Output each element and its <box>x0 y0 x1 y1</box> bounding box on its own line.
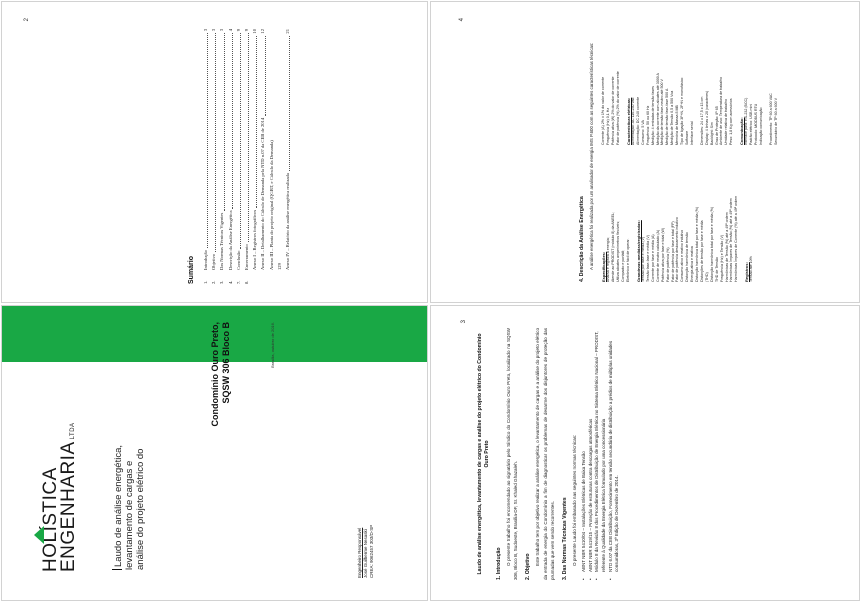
toc-row[interactable]: Anexo IV – Relatório da análise energética realizada 21 <box>285 29 291 270</box>
logo <box>42 422 82 572</box>
list-item: • Módulo 8 da Revisão 8 dos Procedimentos de Distribuição de Energia Elétrica no Sistema Elétrico Nacional – PRODIST, referente à Qualidade da Energia Elétrica formulado por uma concessionária <box>594 328 607 580</box>
logo-line1: HOLÍSTICA <box>40 467 61 572</box>
page-number: 2 <box>24 18 30 22</box>
paragraph: O presente trabalho foi encomendado ao signatário pelo Síndico do Condomínio Ouro Preto, localizado na SQSW 306, Bloco B, Sudoeste, Brasília-DF, Sr. Khaled Ghazaleh. <box>506 328 519 580</box>
page-number: 4 <box>459 18 465 22</box>
toc-row[interactable]: 1. Introdução 3 <box>203 29 208 284</box>
toc-row[interactable]: 4. Descrição da Análise Energética 4 <box>227 29 233 284</box>
title-bar <box>112 569 122 570</box>
toc-row[interactable]: 129 <box>276 263 282 270</box>
spec-column-left <box>601 157 784 282</box>
page-cover <box>1 305 428 601</box>
toc-row[interactable]: Anexo III – Planta do projeto original (QGBT, e Cálculo da Demanda) <box>268 140 274 270</box>
condo-line1: Condomínio Ouro Preto, <box>210 322 220 427</box>
responsible-block <box>357 458 375 578</box>
responsible-label: Engenheiro Responsável <box>357 527 362 578</box>
toc-row[interactable]: Anexo II – Detalhamento do Cálculo de Demanda pela NTD n.07 da CEB de 2014 12 <box>260 29 266 270</box>
spec-column-right <box>601 20 784 145</box>
cover-date: Brasília, outubro de 2016. <box>270 322 275 368</box>
page-spec <box>430 1 860 303</box>
responsible-name: José Guilherme Nesaski <box>363 529 368 578</box>
body-content <box>477 328 621 580</box>
list-item: • NTD 6.07 da CEB Distribuição, Fornecimento em tensão secundária de distribuição a prédios de múltiplas unidades consumidoras, 3ª Edição de Dezembro de 2014. <box>608 328 621 580</box>
list-item: • ABNT NBR 5410/04 – Instalações Elétricas de Baixa Tensão <box>581 328 588 580</box>
toc-row[interactable]: 8. Encerramento 9 <box>244 29 250 284</box>
spec-block: Grandezas medidas/registradas: Tensão por fase e média (V) Tensão fase-fase e média (V) Corrente por fase e média (A) Corrente de neutro calculado (A) Potência ativa por fase e total (W) Fator de potência (%) Fator de potência por fase e total (FP) Fator de potência deslocamento indutivo Consumo ativo e reativo indutivo Distorção harmônica de tensão Energia ativa e reativa Distorção harmônica total por fase e média (%) Distorções de tensão por fase e média (THD) Distorção harmônica total por fase e média (%) THD de Tensão Frequência (Hz) e Tensão (V) Harmônicas de Tensão (%) até a 49ª ordem Harmônicas Ímpares de Tensão (%) até a 49ª ordem Harmônicas Ímpares de Corrente (%) até a 49ª ordem <box>635 195 739 282</box>
body-title: Laudo de análise energética, levantamento de cargas e análise do projeto elétrico do Condomínio Ouro Preto <box>477 333 490 575</box>
toc-row[interactable]: Anexo I – Registros fotográficos 10 <box>252 29 258 270</box>
logo-roof-icon <box>34 526 44 544</box>
cover-title-line2: levantamento de cargas e <box>124 460 135 570</box>
cover-title <box>112 370 146 570</box>
spec-block: Comunicação: Interface para: RS-232 (BCC) Padrão elétrico: USB mini Protocolo: MODBUS RTU Indicação comunicação <box>739 97 764 145</box>
spec-block: Corrente (A) 2% ± 1% do valor de corrente Frequência (Hz) 0,1 Hz Potência ativa (W) 2% do valor de corrente Fator de potência (%) 2% do valor de corrente <box>601 71 620 145</box>
spec-content <box>579 20 784 282</box>
section-heading: 1. Introdução <box>496 547 502 580</box>
logo-sub: LTDA <box>70 422 76 440</box>
page-body <box>430 305 860 601</box>
page-number: 3 <box>461 320 467 324</box>
toc-row[interactable]: 3. Das Normas Técnicas Vigentes 3 <box>219 29 225 284</box>
spec-block: Características elétricas: Alimentação: AC 110-230 Vac Alimentação: DC 240 corrente Consumo: 5 VA Frequência: 50 ou 60 Hz Medição: 4 entradas de tensão fases Medição da corrente com alicates até 3000 A Medição de tensão fase-neutro até 500 V Medição de tensão fase-fase 500 A Medição de Tensão 0,5 a 500 Vca Memória de Massa 8 MB Tipo de ligação 3F+N, 2F+N e monofásico Software Interface serial <box>625 73 694 145</box>
condo-name <box>210 322 232 492</box>
paragraph: Este trabalho tem por objetivo realizar a análise energética, o levantamento de cargas e a análise do projeto elétrico da entrada de energia do Condomínio a fim de diagnosticar os problemas de desarme dos disjuntores de proteção das prumadas que vem sendo recorrentes. <box>535 328 555 580</box>
spec-block: Especificações: Analisa e registra a energia; Atende ao PRODIST (módulo 8) da ANEEL; Utiliza alicates amperímetros flexíveis; Compacto e portátil; Eletrônico e fácil de operar. <box>601 211 631 282</box>
condo-line2: SQSW 306 Bloco B <box>221 322 231 404</box>
section-heading: 4. Descrição da Análise Energética <box>579 196 585 282</box>
summary-title: Sumário <box>188 255 195 284</box>
cover-title-line3: análise do projeto elétrico do <box>135 448 146 570</box>
toc-row[interactable]: 2. Objetivo 3 <box>211 29 217 284</box>
spec-block: Procedimento: TP 60 a 600 VAC Secundário de TP 60 a 600 V <box>768 93 778 145</box>
responsible-crea: CREA: 9062457 303/D-SP <box>369 524 374 578</box>
spec-block: Registros: Tensão até 10% <box>744 256 754 282</box>
toc-row[interactable]: 7. Conclusão 9 <box>235 29 241 284</box>
spec-block: Dimensões: 24 x 17,5 x 13 cm Display: 4 linhas x 20 (caracteres) Backlight: Sim Grau de Proteção: IP 65 Ambiente de uso: Temperatura de trabalho Umidade relativa de trabalho Peso: 1,8 Kg com acessórios <box>699 76 734 145</box>
page-summary <box>1 1 428 303</box>
paragraph: O presente Laudo foi embasado nas seguintes normas técnicas: <box>572 434 578 566</box>
section-heading: 3. Das Normas Técnicas Vigentes <box>562 497 569 580</box>
logo-line2: ENGENHARIA <box>58 441 79 572</box>
section-heading: 2. Objetivo <box>525 553 532 580</box>
toc-list <box>202 29 292 284</box>
list-item: • ABNT NBR 5419/15 – Proteção de estruturas contra descargas atmosféricas <box>588 328 595 580</box>
cover-title-line1: Laudo de análise energética, <box>113 444 124 567</box>
paragraph: A análise energética foi realizada por um analisador de energia IMS P.600 com as seguintes características técnicas: <box>589 42 594 270</box>
